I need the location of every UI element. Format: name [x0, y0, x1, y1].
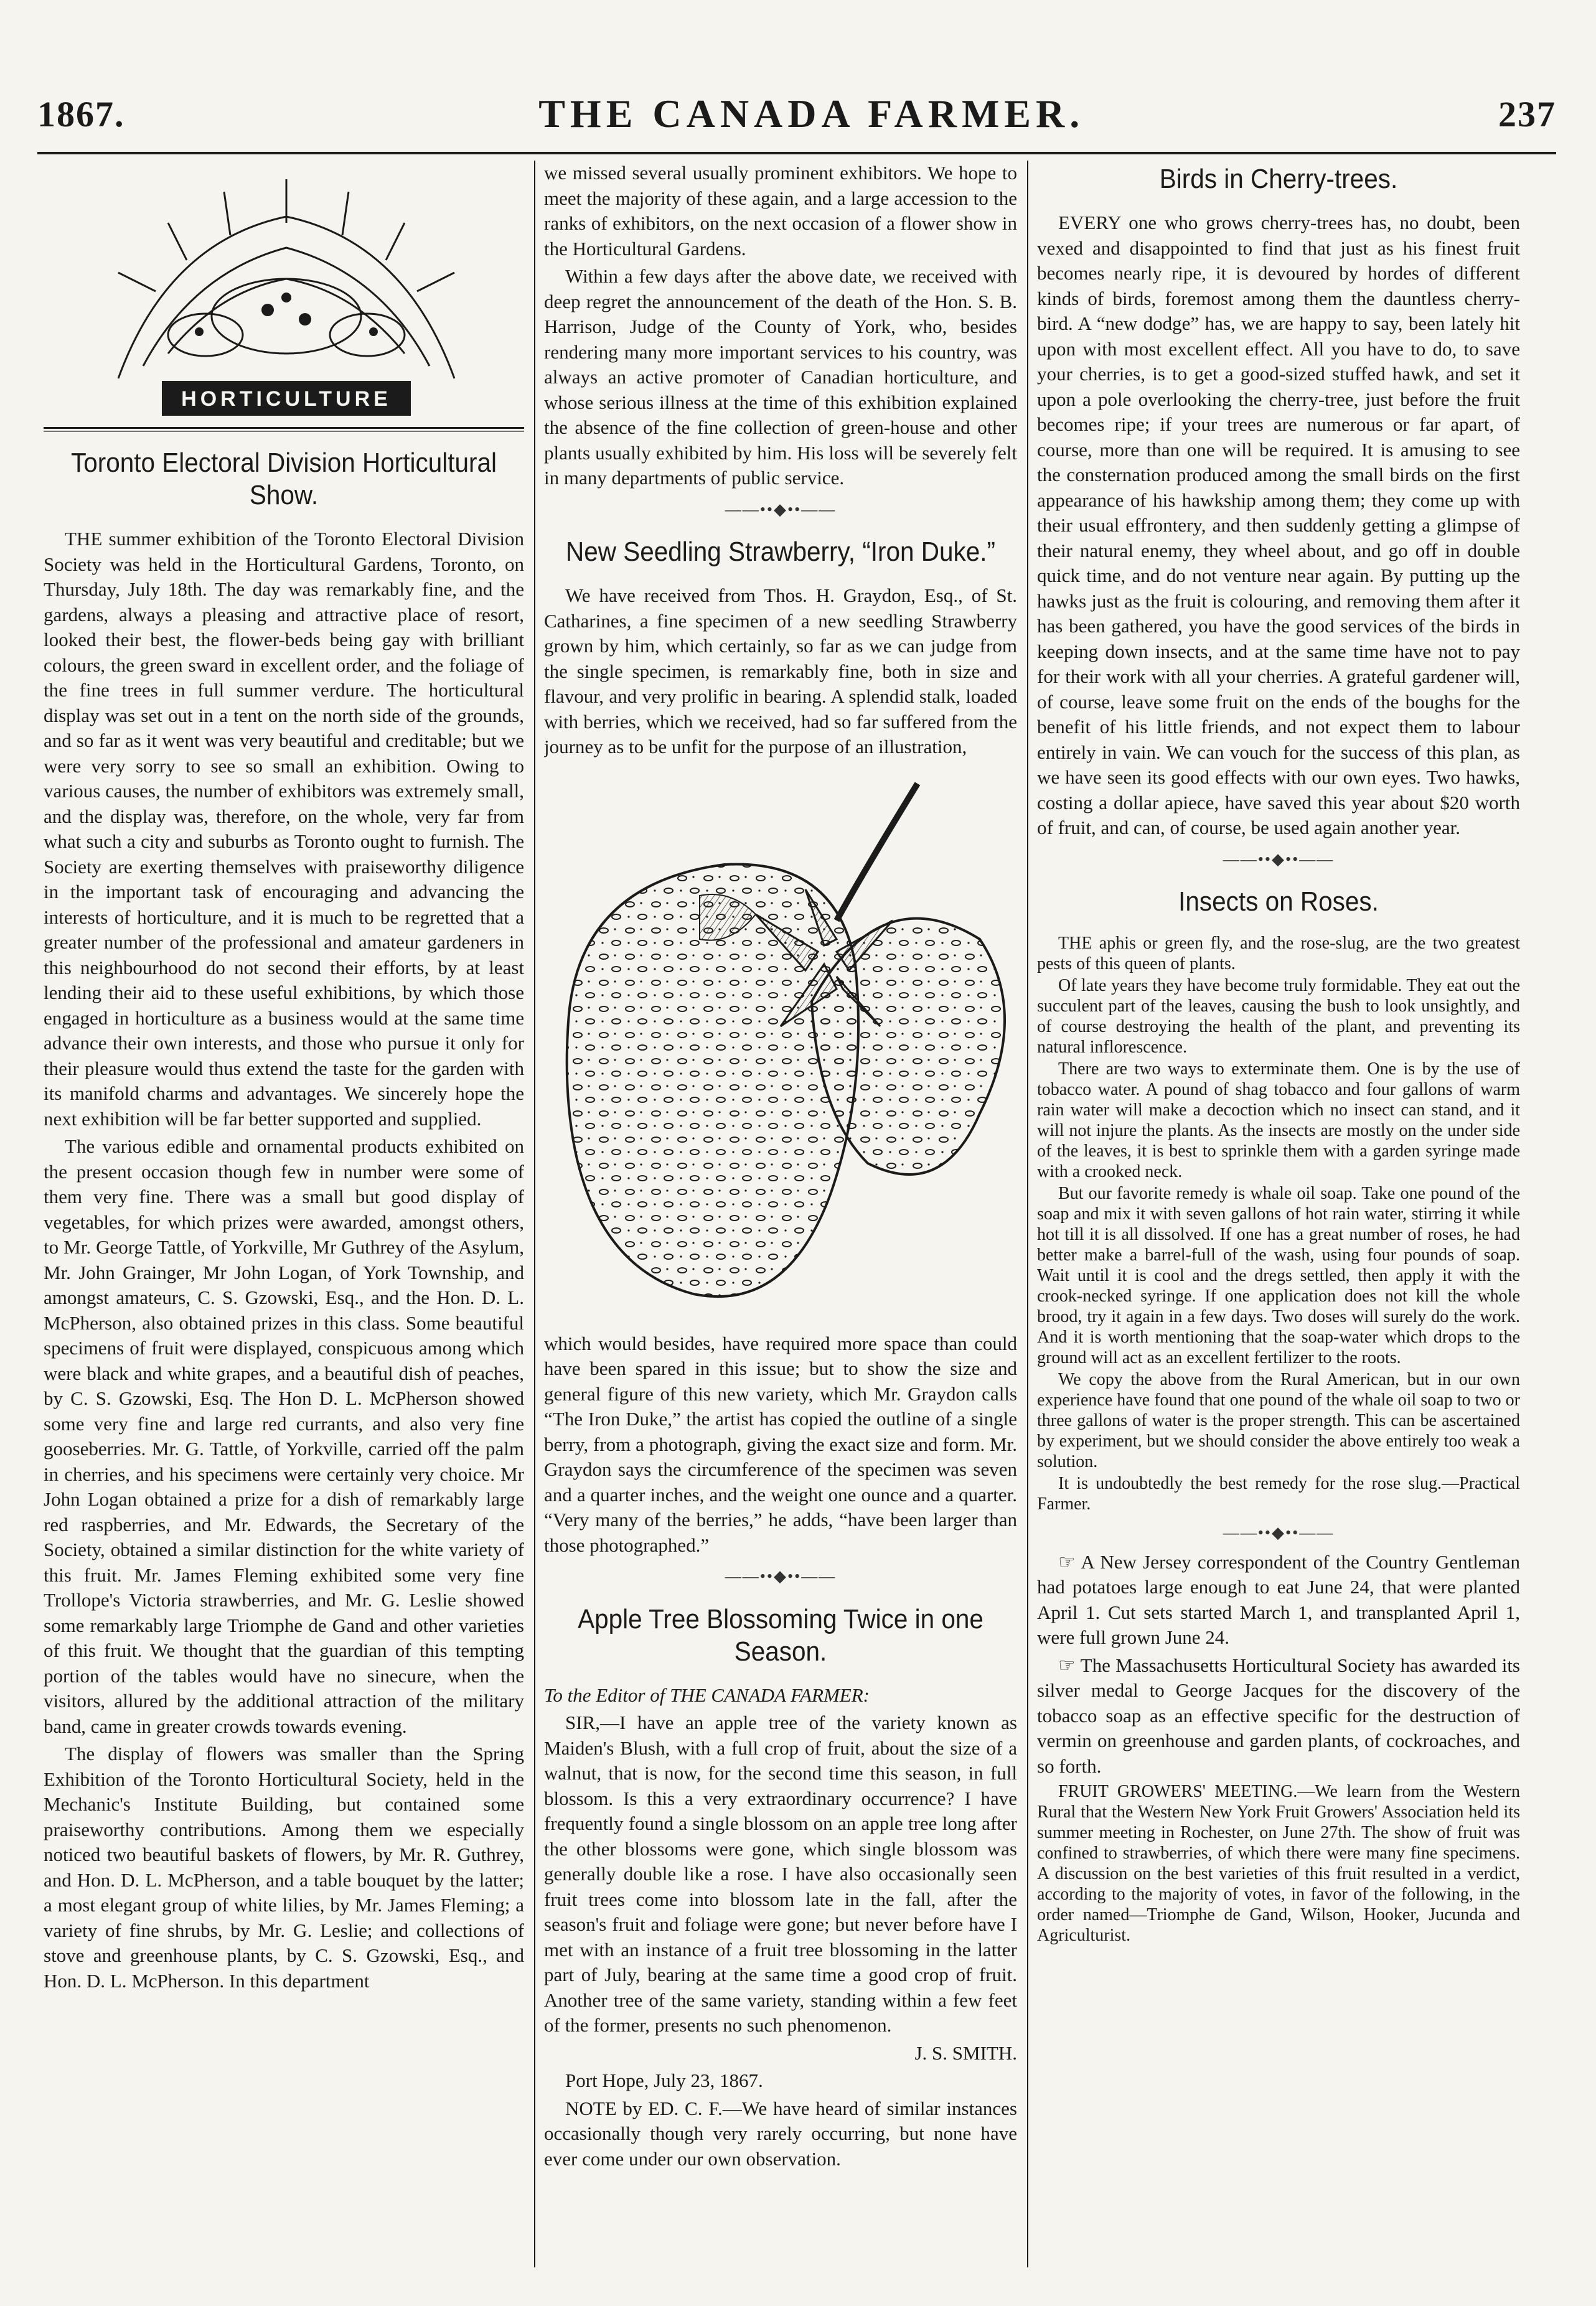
- letter-signature: J. S. SMITH.: [914, 2041, 1017, 2064]
- paragraph: Of late years they have become truly formidable. They eat out the succulent part of the leaves, causing the bush to look unsightly, and of course destroying the health of the plant, and preventing its natural inflorescence.: [1037, 976, 1520, 1057]
- paragraph: It is undoubtedly the best remedy for the rose slug.—Practical Farmer.: [1037, 1474, 1520, 1514]
- fruit-growers-note: [1037, 1781, 1520, 1946]
- section-ornament: ——••◆••——: [725, 500, 837, 518]
- heading-insects-roses: Insects on Roses.: [1178, 886, 1379, 917]
- news-note: ☞ A New Jersey correspondent of the Country Gentleman had potatoes large enough to eat June 24, that were planted April 1. Cut sets started March 1, and transplanted April 1, were full grown June 24.: [1037, 1550, 1520, 1648]
- letter-signature-line: [544, 2041, 1017, 2066]
- paragraph: we missed several usually prominent exhibitors. We hope to meet the majority of these again, and a large accession to the ranks of exhibitors, on the next occasion of a flower show in the Horticultural Gardens.: [544, 162, 1017, 260]
- masthead-rule: [37, 152, 1556, 154]
- news-note: FRUIT GROWERS' MEETING.—We learn from the Western Rural that the Western New York Fruit Growers' Association held its summer meeting in Rochester, on June 27th. The show of fruit was confined to strawberries, of which there were many fine specimens. A discussion on the best varieties of this fruit resulted in a verdict, according to the majority of votes, in favor of the following, in the order named—Triomphe de Gand, Wilson, Hooker, Jucunda and Agriculturist.: [1037, 1782, 1520, 1945]
- masthead: [37, 80, 1556, 148]
- paper-title: THE CANADA FARMER.: [538, 91, 1085, 136]
- paragraph: which would besides, have required more space than could have been spared in this issue; but to show the size and general figure of this new variety, which Mr. Graydon calls “The Iron Duke,” the artist has copied the outline of a single berry, from a photograph, giving the exact size and form. Mr. Graydon says the circumference of the specimen was seven and a quarter inches, and the weight one ounce and a quarter. “Very many of the berries,” he adds, “have been larger than those photographed.”: [544, 1332, 1017, 1556]
- paragraph: Within a few days after the above date, we received with deep regret the announcement of the death of the Hon. S. B. Harrison, Judge of the County of York, who, besides rendering many more important services to his country, was always an active promoter of Canadian horticulture, and whose serious illness at the time of this exhibition explained the absence of the fine collection of green-house and other plants usually exhibited by him. His loss will be severely felt in many departments of public service.: [544, 265, 1017, 489]
- section-ornament: ——••◆••——: [1223, 1524, 1335, 1542]
- issue-year: 1867.: [37, 93, 125, 134]
- paragraph: There are two ways to exterminate them. One is by the use of tobacco water. A pound of shag tobacco and four gallons of warm rain water will make a decoction which no insect can stand, and it will not injure the plants. As the insects are mostly on the under side of the leaves, it is best to sprinkle them with a garden syringe made with a crooked neck.: [1037, 1059, 1520, 1181]
- paragraph: We copy the above from the Rural American, but in our own experience have found that one pound of the whale oil soap to two or three gallons of water is the proper strength. This can be ascertained by experiment, but we should consider the above entirely too weak a solution.: [1037, 1370, 1520, 1471]
- strawberry-illustration: [544, 765, 1017, 1325]
- paragraph: THE aphis or green fly, and the rose-slug, are the two greatest pests of this queen of plants.: [1037, 934, 1520, 973]
- paragraph: EVERY one who grows cherry-trees has, no doubt, been vexed and disappointed to find that just as his finest fruit becomes nearly ripe, it is devoured by hordes of different kinds of birds, foremost among them the dauntless cherry-bird. A “new dodge” has, we are happy to say, been lately hit upon with most excellent effect. All you have to do, to save your cherries, is to get a good-sized stuffed hawk, and set it upon a pole overlooking the cherry-tree, just before the fruit becomes ripe; if your trees are numerous or far apart, of course, more than one will be required. It is amusing to see the consternation produced among the small birds on the first appearance of his hawkship among them; they come up with their usual effrontery, and then suddenly getting a glimpse of their natural enemy, they wheel about, and go off in double quick time, and do not venture near again. By putting up the hawks just as the fruit is colouring, and removing them after it has been gathered, you have the good services of the birds in keeping down insects, and at the same time have not to pay for their work with all your cherries. A grateful gardener will, of course, leave some fruit on the ends of the boughs for the benefit of his little friends, and not expect them to labour entirely in vain. We can vouch for the success of this plan, as we have seen its good effects with our own eyes. Two hawks, costing a dollar apiece, have saved this year about $20 worth of fruit, and can, of course, be used again another year.: [1037, 212, 1520, 838]
- column-rule-1: [534, 161, 535, 2267]
- column-3: [1037, 161, 1520, 2267]
- letter-salutation: To the Editor of THE CANADA FARMER:: [544, 1684, 870, 1706]
- paragraph: THE summer exhibition of the Toronto Electoral Division Society was held in the Horticultural Gardens, Toronto, on Thursday, July 18th. The day was remarkably fine, and the gardens, always a pleasing and attractive place of resort, looked their best, the flower-beds being gay with brilliant colours, the green sward in excellent order, and the foliage of the fine trees in full summer verdure. The horticultural display was set out in a tent on the north side of the grounds, and so far as it went was very beautiful and creditable; but we were very sorry to see so small an exhibition. Owing to various causes, the number of exhibitors was extremely small, and the display was, therefore, on the whole, very far from what such a city and suburbs as Toronto ought to furnish. The Society are exerting themselves with praiseworthy diligence in the important task of encouraging and advancing the interests of horticulture, and it is much to be regretted that a greater number of the professional and amateur gardeners in this neighbourhood do not second their efforts, by at least lending their aid to these useful exhibitions, by which those engaged in horticulture as a business would at the same time advance their own interests, and those who pursue it only for their pleasure would thus extend the taste for the garden with its manifold charms and advantages. We sincerely hope the next exhibition will be far better supported and supplied.: [44, 528, 524, 1130]
- page-number: 237: [1498, 93, 1556, 134]
- news-note: ☞ The Massachusetts Horticultural Society has awarded its silver medal to George Jacques for the discovery of the tobacco soap as an effective specific for the destruction of vermin on greenhouse and garden plants, of cockroaches, and so forth.: [1037, 1654, 1520, 1777]
- section-ornament: ——••◆••——: [1223, 850, 1335, 868]
- column-rule-2: [1027, 161, 1028, 2267]
- heading-toronto-show: Toronto Electoral Division Horticultural Show.: [71, 448, 497, 510]
- paragraph: The display of flowers was smaller than the Spring Exhibition of the Toronto Horticultural Society, held in the Mechanic's Institute Building, but contained some praiseworthy contributions. Among them we especially noticed two beautiful baskets of flowers, by Mr. R. Guthrey, and Hon. D. L. McPherson, and a table bouquet by the latter; a most elegant group of white lilies, by Mr. James Fleming; a variety of fine shrubs, by Mr. G. Leslie; and collections of stove and greenhouse plants, by C. S. Gzowski, Esq., and Hon. D. L. McPherson. In this department: [44, 1743, 524, 1992]
- column-1: [44, 161, 524, 2267]
- letter-body: SIR,—I have an apple tree of the variety known as Maiden's Blush, with a full crop of fruit, about the size of a walnut, that is now, for the second time this season, in full blossom. Is this a very extraordinary occurrence? I have frequently found a single blossom on an apple tree long after the other blossoms were gone, which single blossom was generally double like a rose. I have also occasionally seen fruit trees come into blossom late in the fall, after the season's fruit and foliage were gone; but never before have I met with an instance of a fruit tree blossoming in the latter part of July, bearing at the same time a good crop of fruit. Another tree of the same variety, standing within a few feet of the former, presents no such phenomenon.: [544, 1712, 1017, 2036]
- editor-note: NOTE by ED. C. F.—We have heard of similar instances occasionally though very rarely occurring, but none have ever come under our own observation.: [544, 2097, 1017, 2170]
- horticulture-vignette: [44, 167, 524, 433]
- vignette-label: HORTICULTURE: [181, 387, 392, 411]
- paragraph: But our favorite remedy is whale oil soap. Take one pound of the soap and mix it with seven gallons of hot rain water, stirring it while hot till it is all dissolved. If one has a great number of roses, he had better make a barrel-full of the wash, using four pounds of soap. Wait until it is cool and the dregs settled, then apply it with the crook-necked syringe. If one application does not kill the whole brood, try it again in a few days. Two doses will surely do the work. And it is worth mentioning that the soap-water which drops to the ground will act as an excellent fertilizer to the roots.: [1037, 1184, 1520, 1367]
- heading-iron-duke: New Seedling Strawberry, “Iron Duke.”: [566, 537, 995, 567]
- section-ornament: ——••◆••——: [725, 1567, 837, 1585]
- column-2: [544, 161, 1017, 2267]
- paragraph: We have received from Thos. H. Graydon, Esq., of St. Catharines, a fine specimen of a new seedling Strawberry grown by him, which certainly, so far as we can judge from the single specimen, is remarkably fine, both in size and flavour, and very prolific in bearing. A splendid stalk, loaded with berries, which we received, had so far suffered from the journey as to be unfit for the purpose of an illustration,: [544, 584, 1017, 757]
- roses-article: [1037, 933, 1520, 1514]
- letter-dateline: Port Hope, July 23, 1867.: [565, 2069, 763, 2091]
- heading-birds: Birds in Cherry-trees.: [1159, 164, 1398, 194]
- paragraph: The various edible and ornamental products exhibited on the present occasion though few in number were some of them very fine. There was a small but good display of vegetables, for which prizes were awarded, amongst others, to Mr. George Tattle, of Yorkville, Mr Guthrey of the Asylum, Mr. John Grainger, Mr John Logan, of York Township, and amongst amateurs, C. S. Gzowski, Esq., and the Hon. D. L. McPherson, also obtained prizes in this class. Some beautiful specimens of fruit were displayed, conspicuous among which were black and white grapes, and a beautiful dish of peaches, by C. S. Gzowski, Esq. The Hon D. L. McPherson showed some very fine and large red currants, and also very fine gooseberries. Mr. G. Tattle, of Yorkville, carried off the palm in cherries, and his specimens were certainly very choice. Mr John Logan obtained a prize for a dish of remarkably large red raspberries, and Mr. Edwards, the Secretary of the Society, obtained a similar distinction for the white variety of this fruit. Mr. James Fleming exhibited some very fine Trollope's Victoria strawberries, and Mr. G. Leslie showed some remarkably large Triomphe de Gand and other varieties of this fruit. We thought that the guardian of this tempting portion of the tables would have no sinecure, when the visitors, allured by the additional attraction of the military band, came in greater crowds towards evening.: [44, 1135, 524, 1737]
- heading-apple-tree: Apple Tree Blossoming Twice in one Season.: [578, 1603, 983, 1667]
